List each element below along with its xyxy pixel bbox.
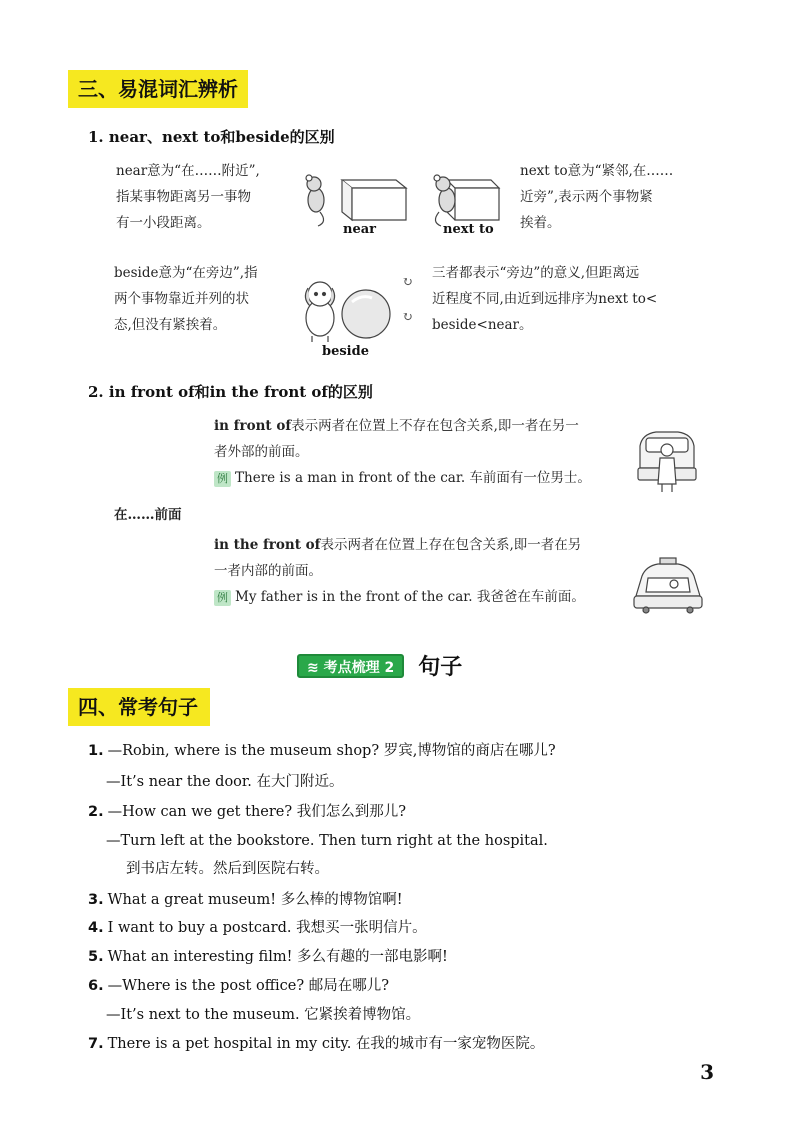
summary-line-2: 近程度不同,由近到远排序为next to< (432, 291, 658, 307)
review-title: 句子 (418, 655, 463, 680)
in-the-front-of-term: in the front of (214, 537, 321, 553)
sentence-number: 5. (88, 949, 104, 965)
sentence-4 (88, 918, 427, 938)
sentence-text: What a great museum! 多么棒的博物馆啊! (107, 892, 403, 908)
label-near: near (343, 222, 376, 237)
next-to-line-3: 挨着。 (520, 215, 561, 231)
review-point (297, 650, 462, 681)
near-line-2: 指某事物距离另一事物 (116, 189, 251, 205)
summary-line-1: 三者都表示“旁边”的意义,但距离远 (432, 265, 640, 281)
in-the-front-of-line-1: 表示两者在位置上存在包含关系,即一者在另 (320, 537, 582, 553)
in-front-of-description (214, 413, 654, 491)
sentence-1-reply (106, 772, 343, 792)
next-to-description (520, 158, 720, 236)
sentence-text: —It’s next to the museum. 它紧挨着博物馆。 (106, 1007, 421, 1023)
sentence-text: —It’s near the door. 在大门附近。 (106, 774, 344, 790)
next-to-illustration (425, 170, 505, 230)
in-the-front-of-description (214, 532, 654, 610)
label-beside: beside (322, 344, 369, 359)
example-1 (214, 465, 654, 491)
review-badge: ≋ 考点梳理 2 (297, 654, 404, 678)
sentence-text: —How can we get there? 我们怎么到那儿? (107, 804, 407, 820)
sentence-7 (88, 1034, 544, 1054)
label-next-to: next to (443, 222, 494, 237)
near-line-3: 有一小段距离。 (116, 215, 211, 231)
sentence-2-reply (106, 831, 548, 851)
sentence-2-translation (126, 859, 329, 879)
man-in-the-front-of-car-illustration (632, 556, 704, 614)
sentence-text: 到书店左转。然后到医院右转。 (126, 861, 329, 877)
sentence-5 (88, 947, 448, 967)
near-description (116, 158, 306, 236)
section-heading-3: 三、易混词汇辨析 (68, 70, 248, 108)
near-line-1: near意为“在……附近”, (116, 163, 260, 179)
man-in-front-of-car-illustration (632, 428, 702, 494)
sentence-6 (88, 976, 389, 996)
sentence-number: 7. (88, 1036, 104, 1052)
page-number: 3 (700, 1060, 714, 1084)
in-front-of-line-1: 表示两者在位置上不存在包含关系,即一者在另一 (291, 418, 579, 434)
summary-description (432, 260, 722, 338)
arrow-icon-1: ↻ (402, 275, 413, 290)
beside-illustration (298, 280, 398, 344)
example-badge: 例 (214, 471, 231, 487)
sentence-3 (88, 890, 403, 910)
sentence-text: There is a pet hospital in my city. 在我的城市有一家宠物医院。 (107, 1036, 545, 1052)
beside-description (114, 260, 304, 338)
next-to-line-1: next to意为“紧邻,在…… (520, 163, 674, 179)
sentence-number: 6. (88, 978, 104, 994)
sentence-number: 3. (88, 892, 104, 908)
sentence-text: What an interesting film! 多么有趣的一部电影啊! (107, 949, 448, 965)
example-2-text: My father is in the front of the car. 我爸爸在车前面。 (235, 589, 585, 605)
near-illustration (300, 170, 410, 230)
arrow-icon-2: ↻ (402, 310, 413, 325)
sentence-text: —Where is the post office? 邮局在哪儿? (107, 978, 390, 994)
sentence-6-reply (106, 1005, 420, 1025)
sentence-text: —Robin, where is the museum shop? 罗宾,博物馆的商店在哪儿? (107, 743, 556, 759)
in-front-of-term: in front of (214, 418, 292, 434)
example-2 (214, 584, 654, 610)
center-label: 在……前面 (114, 507, 182, 523)
sentence-number: 4. (88, 920, 104, 936)
beside-line-1: beside意为“在旁边”,指 (114, 265, 258, 281)
item2-title: 2. in front of和in the front of的区别 (88, 383, 373, 401)
sentence-text: I want to buy a postcard. 我想买一张明信片。 (107, 920, 427, 936)
sentence-number: 2. (88, 804, 104, 820)
beside-line-2: 两个事物靠近并列的状 (114, 291, 249, 307)
summary-line-3: beside<near。 (432, 317, 533, 333)
item1-title: 1. near、next to和beside的区别 (88, 128, 335, 146)
sentence-text: —Turn left at the bookstore. Then turn right at the hospital. (106, 833, 548, 849)
example-1-text: There is a man in front of the car. 车前面有一位男士。 (235, 470, 591, 486)
sentence-2 (88, 802, 406, 822)
next-to-line-2: 近旁”,表示两个事物紧 (520, 189, 653, 205)
section-heading-4: 四、常考句子 (68, 688, 210, 726)
sentence-1 (88, 741, 556, 761)
example-badge-2: 例 (214, 590, 231, 606)
sentence-number: 1. (88, 743, 104, 759)
in-front-of-line-2: 者外部的前面。 (214, 444, 309, 460)
beside-line-3: 态,但没有紧挨着。 (114, 317, 227, 333)
in-the-front-of-line-2: 一者内部的前面。 (214, 563, 322, 579)
